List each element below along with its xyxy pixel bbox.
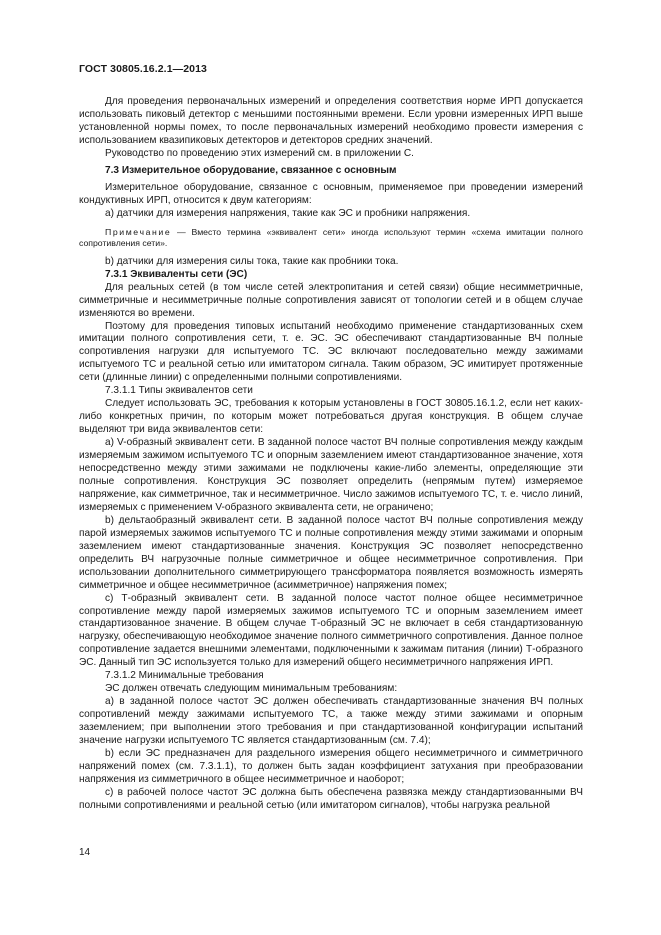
note-label: Примечание xyxy=(105,226,172,237)
paragraph: b) датчики для измерения силы тока, такие как пробники тока. xyxy=(105,255,399,267)
list-item: а) в заданной полосе частот ЭС должен обеспечивать стандартизованные значения ВЧ полных сопротивлений между зажимами испытуемого ТС, а также между этими зажимами и опорным заземлением; при выполнении этого требования и при стандартизованной конфигурации испытаний значение нагрузки испытуемого ТС является стандартизованным (см. 7.4); xyxy=(79,696,583,747)
paragraph: Руководство по проведению этих измерений см. в приложении С. xyxy=(105,147,414,159)
clause-title: 7.3.1.1 Типы эквивалентов сети xyxy=(105,385,253,397)
paragraph: Для проведения первоначальных измерений и определения соответствия норме ИРП допускается использовать пиковый детектор с меньшими постоянными времени. Если уровни измеренных ИРП выше установленной нормы помех, то после первоначальных измерений необходимо провести измерения с использованием квазипиковых детекторов и детекторов средних значений. xyxy=(79,96,583,146)
note-text: — Вместо термина «эквивалент сети» иногда используют термин «схема имитации полного сопротивления сети». xyxy=(79,226,583,249)
document-header: ГОСТ 30805.16.2.1—2013 xyxy=(79,63,207,75)
subsection-heading: 7.3.1 Эквиваленты сети (ЭС) xyxy=(105,268,248,280)
clause-title: 7.3.1.2 Минимальные требования xyxy=(105,670,264,682)
list-item: b) дельтаобразный эквивалент сети. В заданной полосе частот ВЧ полные сопротивления между парой измеряемых зажимов испытуемого ТС и полные сопротивления между этими зажимами и опорным заземлением имеют стандартизованные значения. Конструкция ЭС позволяет непосредственно определить ВЧ нагрузочные полные симметричное и общее несимметричное сопротивления. При использовании дополнительного симметрирующего трансформатора появляется возможность измерять симметричное и общее несимметричное (асимметричное) напряжения помех; xyxy=(79,514,583,591)
paragraph: Поэтому для проведения типовых испытаний необходимо применение стандартизованных схем имитации полного сопротивления сети, т. е. ЭС. ЭС обеспечивают стандартизованные ВЧ полные сопротивления нагрузки для испытуемого ТС. ЭС включают последовательно между зажимами испытуемого ТС и реальной сетью или имитатором сигнала. Таким образом, ЭС имитирует протяженные сети (длинные линии) с определенными полными сопротивлениями. xyxy=(79,320,583,384)
paragraph: Следует использовать ЭС, требования к которым установлены в ГОСТ 30805.16.1.2, если нет каких-либо конкретных причин, по которым может потребоваться другая конструкция. В общем случае выделяют три вида эквивалентов сети: xyxy=(79,398,583,436)
list-item: а) V-образный эквивалент сети. В заданной полосе частот ВЧ полные сопротивления между каждым измеряемым зажимом испытуемого ТС и опорным заземлением имеют стандартизованное значение, хотя непосредственно между этими зажимами не подключены какие-либо элементы, определяющие эти полные сопротивления. Конструкция ЭС позволяет определить (непрямым путем) измеряемое напряжение, как симметричное, так и несимметричное. Число зажимов испытуемого ТС, т. е. число линий, измеряемых с применением V-образного эквивалента сети, не ограничено; xyxy=(79,437,583,513)
list-item: b) если ЭС предназначен для раздельного измерения общего несимметричного и симметричного напряжений помех (см. 7.3.1.1), то должен быть задан коэффициент затухания при преобразовании напряжения из симметричного в общее несимметричное и наоборот; xyxy=(79,747,583,785)
page-number: 14 xyxy=(79,847,91,858)
list-item: с) в рабочей полосе частот ЭС должна быть обеспечена развязка между стандартизованными ВЧ полными сопротивлениями и реальной сетью (или имитатором сигналов), чтобы нагрузка реальной xyxy=(79,786,583,811)
document-body xyxy=(79,96,583,813)
paragraph: Измерительное оборудование, связанное с основным, применяемое при проведении измерений кондуктивных ИРП, относится к двум категориям: xyxy=(79,181,583,206)
list-item: с) Т-образный эквивалент сети. В заданной полосе частот полное общее несимметричное сопротивление между парой измеряемых зажимов испытуемого ТС и опорным заземлением имеет стандартизованное значение. В общем случае Т-образный ЭС не включает в себя стандартизованную нагрузку, обеспечивающую необходимое значение полного симметричного сопротивления. Данное полное сопротивление задается внешними элементами, подключенными к зажимам питания (линии) Т-образного ЭС. Данный тип ЭС используется только для измерений общего несимметричного напряжения ИРП. xyxy=(79,592,583,669)
section-heading: 7.3 Измерительное оборудование, связанное с основным xyxy=(105,164,397,176)
note xyxy=(79,227,583,250)
paragraph: Для реальных сетей (в том числе сетей электропитания и сетей связи) общие несимметричные, симметричные и несимметричные полные сопротивления зависят от топологии сетей и в общем случае изменяются во времени. xyxy=(79,281,583,319)
paragraph: а) датчики для измерения напряжения, такие как ЭС и пробники напряжения. xyxy=(105,207,471,219)
paragraph: ЭС должен отвечать следующим минимальным требованиям: xyxy=(105,683,398,695)
